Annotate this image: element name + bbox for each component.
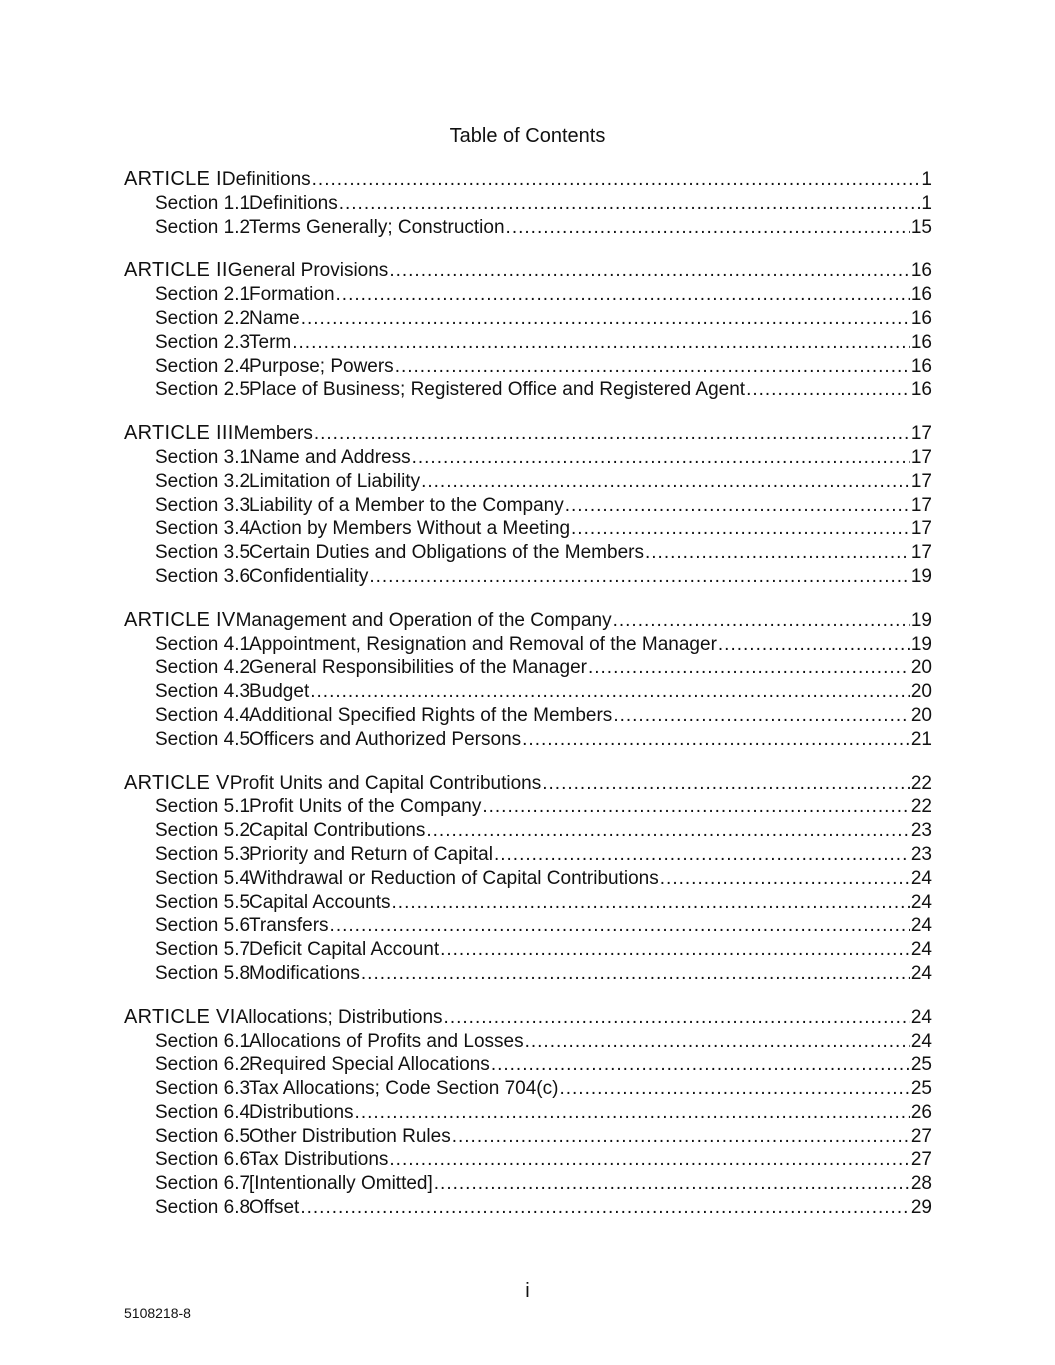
section-entry[interactable]	[124, 307, 932, 331]
section-title: Other Distribution Rules	[249, 1125, 451, 1147]
article-number: ARTICLE III	[124, 422, 234, 445]
section-number: Section 5.5	[155, 891, 251, 913]
section-number: Section 1.1	[155, 192, 251, 214]
section-title: Formation	[249, 284, 335, 306]
section-entry[interactable]	[124, 795, 932, 819]
section-number: Section 1.2	[155, 216, 251, 238]
section-title: Deficit Capital Account	[249, 939, 440, 961]
section-title: Capital Accounts	[249, 891, 391, 913]
section-title: Withdrawal or Reduction of Capital Contributions	[249, 867, 659, 889]
dot-leader	[369, 565, 910, 589]
section-entry[interactable]	[124, 541, 932, 565]
dot-leader	[330, 914, 910, 938]
section-page-number: 20	[910, 657, 932, 679]
section-entry[interactable]	[124, 938, 932, 962]
dot-leader	[542, 772, 910, 796]
section-page-number: 17	[910, 446, 932, 468]
section-page-number: 24	[910, 867, 932, 889]
dot-leader	[339, 192, 921, 216]
section-entry[interactable]	[124, 914, 932, 938]
section-page-number: 25	[910, 1078, 932, 1100]
section-title: Budget	[249, 681, 310, 703]
section-entry[interactable]	[124, 704, 932, 728]
section-title: Offset	[249, 1197, 300, 1219]
article-entry[interactable]	[124, 168, 932, 192]
dot-leader	[434, 1172, 910, 1196]
section-page-number: 29	[910, 1197, 932, 1219]
section-entry[interactable]	[124, 1053, 932, 1077]
section-title: Distributions	[249, 1101, 354, 1123]
section-entry[interactable]	[124, 891, 932, 915]
section-entry[interactable]	[124, 1077, 932, 1101]
article-number: ARTICLE II	[124, 259, 228, 282]
section-page-number: 28	[910, 1173, 932, 1195]
section-number: Section 3.6	[155, 565, 251, 587]
article-page-number: 24	[910, 1006, 932, 1028]
section-page-number: 27	[910, 1149, 932, 1171]
section-title: Liability of a Member to the Company	[249, 494, 564, 516]
dot-leader	[300, 1196, 910, 1220]
section-title: Certain Duties and Obligations of the Members	[249, 542, 644, 564]
section-entry[interactable]	[124, 283, 932, 307]
section-number: Section 6.6	[155, 1149, 251, 1171]
section-entry[interactable]	[124, 1125, 932, 1149]
section-number: Section 2.4	[155, 355, 251, 377]
article-title: Members	[233, 423, 313, 445]
article-entry[interactable]	[124, 1006, 932, 1030]
toc-title: Table of Contents	[449, 125, 606, 147]
section-page-number: 17	[910, 494, 932, 516]
section-entry[interactable]	[124, 470, 932, 494]
section-title: Tax Distributions	[249, 1149, 389, 1171]
section-number: Section 5.1	[155, 796, 251, 818]
section-title: Definitions	[249, 192, 338, 214]
article-entry[interactable]	[124, 609, 932, 633]
section-number: Section 2.1	[155, 284, 251, 306]
section-number: Section 5.8	[155, 962, 251, 984]
section-title: Purpose; Powers	[249, 355, 394, 377]
article-page-number: 22	[910, 772, 932, 794]
article-block	[124, 259, 932, 402]
section-page-number: 22	[910, 796, 932, 818]
dot-leader	[426, 819, 909, 843]
section-title: Allocations of Profits and Losses	[249, 1030, 524, 1052]
section-number: Section 2.3	[155, 331, 251, 353]
section-entry[interactable]	[124, 680, 932, 704]
section-number: Section 6.4	[155, 1101, 251, 1123]
section-entry[interactable]	[124, 728, 932, 752]
section-page-number: 21	[910, 728, 932, 750]
article-number: ARTICLE VI	[124, 1005, 236, 1028]
section-page-number: 16	[910, 379, 932, 401]
dot-leader	[588, 656, 910, 680]
article-block	[124, 168, 932, 239]
section-number: Section 4.4	[155, 704, 251, 726]
section-number: Section 3.3	[155, 494, 251, 516]
section-entry[interactable]	[124, 843, 932, 867]
section-title: Terms Generally; Construction	[249, 216, 505, 238]
section-page-number: 23	[910, 820, 932, 842]
section-entry[interactable]	[124, 867, 932, 891]
section-title: General Responsibilities of the Manager	[249, 657, 587, 679]
section-page-number: 16	[910, 284, 932, 306]
section-number: Section 6.5	[155, 1125, 251, 1147]
table-of-contents	[124, 168, 932, 1240]
document-id: 5108218-8	[124, 1305, 191, 1321]
dot-leader	[389, 259, 910, 283]
dot-leader	[292, 331, 910, 355]
section-entry[interactable]	[124, 656, 932, 680]
section-number: Section 5.6	[155, 915, 251, 937]
section-title: Limitation of Liability	[249, 470, 421, 492]
section-title: [Intentionally Omitted]	[249, 1173, 433, 1195]
article-page-number: 1	[921, 169, 932, 190]
section-page-number: 26	[910, 1101, 932, 1123]
article-title: Management and Operation of the Company	[235, 609, 612, 631]
section-number: Section 2.5	[155, 379, 251, 401]
article-page-number: 17	[910, 423, 932, 445]
section-page-number: 16	[910, 355, 932, 377]
section-entry[interactable]	[124, 565, 932, 589]
dot-leader	[312, 168, 921, 192]
section-title: Capital Contributions	[249, 820, 426, 842]
section-title: Officers and Authorized Persons	[249, 728, 522, 750]
section-entry[interactable]	[124, 633, 932, 657]
section-page-number: 24	[910, 891, 932, 913]
article-entry[interactable]	[124, 259, 932, 283]
dot-leader	[613, 609, 910, 633]
section-title: Term	[249, 331, 292, 353]
dot-leader	[491, 1053, 910, 1077]
article-block	[124, 609, 932, 752]
dot-leader	[440, 938, 910, 962]
dot-leader	[525, 1030, 910, 1054]
dot-leader	[494, 843, 910, 867]
section-entry[interactable]	[124, 1030, 932, 1054]
section-title: Profit Units of the Company	[249, 796, 482, 818]
section-number: Section 4.3	[155, 681, 251, 703]
section-title: Additional Specified Rights of the Members	[249, 704, 613, 726]
section-number: Section 5.2	[155, 820, 251, 842]
section-title: Required Special Allocations	[249, 1054, 490, 1076]
dot-leader	[310, 680, 910, 704]
dot-leader	[559, 1077, 909, 1101]
section-number: Section 4.2	[155, 657, 251, 679]
section-entry[interactable]	[124, 446, 932, 470]
dot-leader	[421, 470, 910, 494]
section-number: Section 4.1	[155, 633, 251, 655]
section-entry[interactable]	[124, 331, 932, 355]
dot-leader	[718, 633, 910, 657]
section-number: Section 5.3	[155, 843, 251, 865]
section-title: Name and Address	[249, 446, 411, 468]
article-number: ARTICLE I	[124, 168, 222, 190]
section-entry[interactable]	[124, 819, 932, 843]
dot-leader	[361, 962, 910, 986]
section-entry[interactable]	[124, 1196, 932, 1220]
dot-leader	[301, 307, 910, 331]
dot-leader	[355, 1101, 910, 1125]
section-title: Name	[249, 307, 300, 329]
section-number: Section 6.1	[155, 1030, 251, 1052]
section-title: Confidentiality	[249, 565, 369, 587]
section-page-number: 19	[910, 565, 932, 587]
section-number: Section 6.2	[155, 1054, 251, 1076]
section-page-number: 15	[910, 216, 932, 238]
article-block	[124, 1006, 932, 1220]
section-number: Section 6.3	[155, 1078, 251, 1100]
section-title: Place of Business; Registered Office and Registered Agent	[249, 379, 746, 401]
article-page-number: 19	[910, 609, 932, 631]
section-page-number: 16	[910, 307, 932, 329]
section-page-number: 17	[910, 470, 932, 492]
page-folio: i	[525, 1280, 530, 1302]
dot-leader	[571, 517, 910, 541]
section-page-number: 24	[910, 939, 932, 961]
section-title: Tax Allocations; Code Section 704(c)	[249, 1078, 559, 1100]
dot-leader	[444, 1006, 910, 1030]
section-page-number: 1	[921, 192, 932, 214]
section-title: Modifications	[249, 962, 360, 984]
section-entry[interactable]	[124, 355, 932, 379]
dot-leader	[452, 1125, 910, 1149]
section-page-number: 16	[910, 331, 932, 353]
section-entry[interactable]	[124, 494, 932, 518]
dot-leader	[336, 283, 910, 307]
dot-leader	[395, 355, 910, 379]
dot-leader	[660, 867, 910, 891]
article-block	[124, 772, 932, 986]
section-title: Appointment, Resignation and Removal of the Manager	[249, 633, 717, 655]
section-page-number: 27	[910, 1125, 932, 1147]
dot-leader	[389, 1148, 909, 1172]
dot-leader	[506, 216, 910, 240]
dot-leader	[746, 378, 910, 402]
section-number: Section 6.7	[155, 1173, 251, 1195]
dot-leader	[613, 704, 910, 728]
dot-leader	[645, 541, 910, 565]
article-entry[interactable]	[124, 422, 932, 446]
article-title: Definitions	[221, 169, 311, 190]
section-entry[interactable]	[124, 1172, 932, 1196]
section-number: Section 2.2	[155, 307, 251, 329]
section-number: Section 3.1	[155, 446, 251, 468]
article-title: General Provisions	[227, 260, 389, 282]
section-entry[interactable]	[124, 216, 932, 240]
dot-leader	[565, 494, 910, 518]
section-page-number: 24	[910, 962, 932, 984]
section-entry[interactable]	[124, 1101, 932, 1125]
dot-leader	[392, 891, 910, 915]
section-number: Section 5.7	[155, 939, 251, 961]
section-title: Action by Members Without a Meeting	[249, 518, 571, 540]
article-title: Profit Units and Capital Contributions	[229, 772, 542, 794]
article-title: Allocations; Distributions	[235, 1006, 443, 1028]
section-number: Section 5.4	[155, 867, 251, 889]
article-entry[interactable]	[124, 772, 932, 796]
section-number: Section 3.5	[155, 542, 251, 564]
section-number: Section 4.5	[155, 728, 251, 750]
section-number: Section 3.2	[155, 470, 251, 492]
article-block	[124, 422, 932, 589]
section-page-number: 19	[910, 633, 932, 655]
section-entry[interactable]	[124, 962, 932, 986]
section-entry[interactable]	[124, 1148, 932, 1172]
dot-leader	[482, 795, 910, 819]
section-number: Section 3.4	[155, 518, 251, 540]
section-number: Section 6.8	[155, 1197, 251, 1219]
section-page-number: 24	[910, 1030, 932, 1052]
section-page-number: 20	[910, 704, 932, 726]
section-page-number: 23	[910, 843, 932, 865]
section-title: Priority and Return of Capital	[249, 843, 493, 865]
section-entry[interactable]	[124, 192, 932, 216]
dot-leader	[522, 728, 910, 752]
section-page-number: 20	[910, 681, 932, 703]
section-page-number: 17	[910, 518, 932, 540]
section-entry[interactable]	[124, 378, 932, 402]
section-entry[interactable]	[124, 517, 932, 541]
section-page-number: 25	[910, 1054, 932, 1076]
dot-leader	[412, 446, 910, 470]
article-number: ARTICLE V	[124, 771, 230, 794]
dot-leader	[314, 422, 910, 446]
article-number: ARTICLE IV	[124, 608, 236, 631]
article-page-number: 16	[910, 260, 932, 282]
section-title: Transfers	[249, 915, 329, 937]
section-page-number: 24	[910, 915, 932, 937]
section-page-number: 17	[910, 542, 932, 564]
